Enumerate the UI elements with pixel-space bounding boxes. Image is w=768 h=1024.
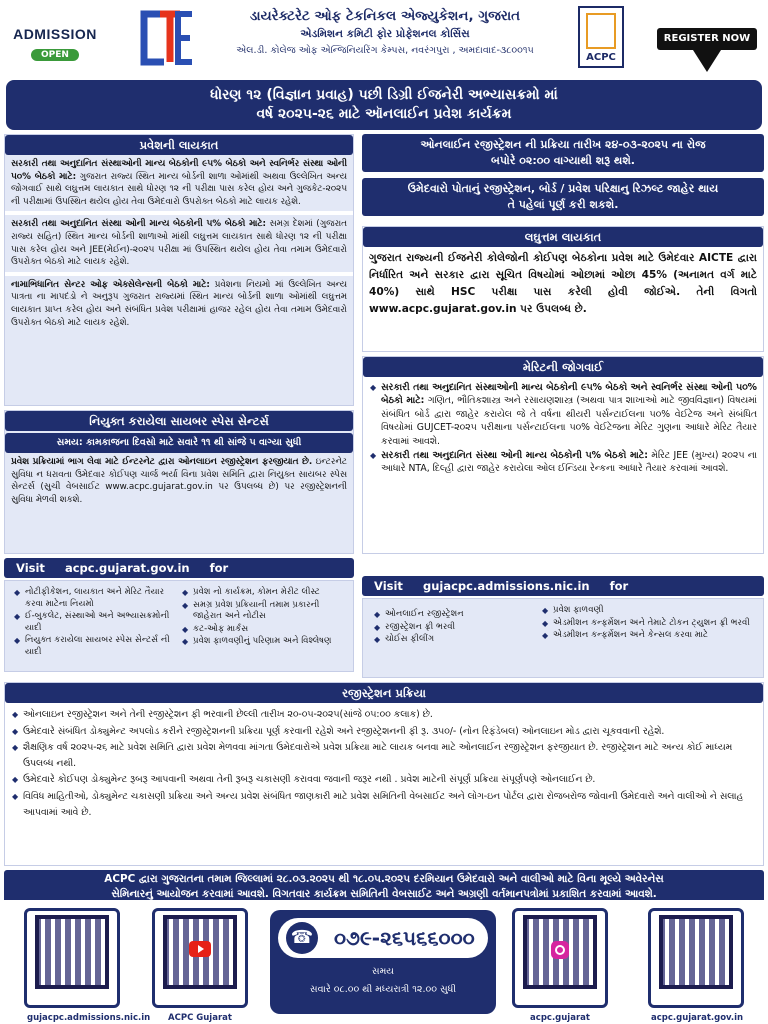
merit-item-2-text: મેરિટ JEE (મુખ્ય) ૨૦૨૫ ના આધારે NTA, દિલ્હી દ્વારા જાહેર કરાયેલા ઓલ ઈન્ડિયા રેન્કના આધારે તૈયાર કરવામાં આવશે. xyxy=(381,450,757,475)
org-address: એલ.ડી. કોલેજ ઓફ એન્જિનિયરિંગ કેમ્પસ, નવરંગપુરા , અમદાવાદ-૩૮૦૦૧૫ xyxy=(236,45,534,56)
cyber-centers-section xyxy=(4,410,354,554)
merit-item-2-heading: સરકારી તથા અનુદાનિત સંસ્થા ઓની માન્ય બેઠકોની ૫% બેઠકો માટે: xyxy=(381,450,648,462)
helpline-timing: સવારે ૦૮.૦૦ થી મધ્યરાત્રી ૧૨.૦૦ સુધી xyxy=(309,984,457,995)
visit-acpc-item: ◆ નોટીફીકેશન, લાયકાત અને મેરિટ તૈયાર કરવા માટેના નિયમો xyxy=(13,587,173,610)
registration-start-line1: ઓનલાઈન રજીસ્ટ્રેશન ની પ્રક્રિયા તારીખ ૨૪-૦૩-૨૦૨૫ ના રોજ xyxy=(420,138,706,151)
merit-item-1-text: ગણિત, ભૌતિકશાસ્ત્ર અને રસાયણશાસ્ત્ર (અથવા પાત્ર શાખાઓ માટે જીવવિજ્ઞાન) વિષયમાં સંબંધિત બોર્ડ દ્વારા જાહેર કરાયેલ જે તે વર્ષના થીયરી પર્સન્ટાઈલના ૫૦% વેઈટેજ અને સંબંધિત વિષયોમાં GUJCET-૨૦૨૫ પરીક્ષાના પર્સન્ટાઈલના ૫૦% વેઈટેજના મેરિટ ગુણના આધારે મેરિટ તૈયાર કરવામાં આવશે. xyxy=(381,395,757,447)
merit-section xyxy=(362,356,764,554)
visit-acpc-item: ◆ પ્રવેશ ફાળવણીનું પરિણામ અને વિશ્લેષણ xyxy=(181,636,347,648)
visit-acpc-label: Visit xyxy=(16,561,45,575)
youtube-icon xyxy=(189,941,211,957)
visit-admissions-suffix: for xyxy=(609,579,629,593)
eligibility-para-3-heading: નામાભિધાનિત સેન્ટર ઓફ એક્સેલેન્સની બેઠકો માટે: xyxy=(11,279,210,290)
visit-admissions-col1 xyxy=(373,609,533,647)
header xyxy=(0,0,768,84)
cyber-centers-para-heading: પ્રવેશ પ્રક્રિયામાં ભાગ લેવા માટે ઈન્ટરનેટ દ્વારા ઓનલાઇન રજીસ્ટ્રેશન ફરજીયાત છે. xyxy=(11,457,313,467)
online-registration-notice xyxy=(362,134,764,220)
qr-admissions-label: gujacpc.admissions.nic.in xyxy=(27,1013,151,1023)
registration-deadline-line2: તે પહેલાં પૂર્ણ કરી શકશે. xyxy=(507,198,619,211)
acpc-logo xyxy=(578,6,624,68)
visit-admissions-link[interactable]: gujacpc.admissions.nic.in xyxy=(422,579,590,593)
helpline-phone-number: ૦૭૯-૨૬૫૬૬૦૦૦ xyxy=(334,926,475,950)
visit-admissions-list xyxy=(362,598,764,678)
qr-youtube-card[interactable] xyxy=(152,908,248,1023)
admission-logo-word: ADMISSION xyxy=(13,26,97,42)
eligibility-section xyxy=(4,134,354,406)
register-now-button[interactable]: REGISTER NOW xyxy=(657,28,757,50)
qr-youtube-label: ACPC Gujarat xyxy=(168,1013,232,1023)
visit-acpc-suffix: for xyxy=(209,561,229,575)
merit-item-1-heading: સરકારી તથા અનુદાનિત સંસ્થાઓની માન્ય બેઠકોની ૯૫% બેઠકો અને સ્વનિર્ભર સંસ્થા ઓની ૫૦% બેઠકો માટે: xyxy=(381,382,757,407)
registration-start-notice xyxy=(362,134,764,172)
visit-acpc-item: ◆ કટ-ઓફ માર્કસ xyxy=(181,624,347,636)
visit-acpc-col1 xyxy=(13,587,173,659)
registration-deadline-notice xyxy=(362,178,764,216)
merit-list xyxy=(363,377,763,481)
cte-logo xyxy=(140,8,196,68)
visit-acpc-list xyxy=(4,580,354,672)
registration-title: રજીસ્ટ્રેશન પ્રક્રિયા xyxy=(5,683,763,703)
page-title-line1: ધોરણ ૧૨ (વિજ્ઞાન પ્રવાહ) પછી ડિગ્રી ઈજનેરી અભ્યાસક્રમો માં xyxy=(210,87,558,103)
eligibility-para-1-heading: સરકારી તથા અનુદાનિત સંસ્થાઓની માન્ય બેઠકોની ૯૫% બેઠકો અને સ્વનિર્ભર સંસ્થા ઓની ૫૦% બેઠકો માટે: xyxy=(11,159,347,182)
cyber-centers-para xyxy=(5,453,353,509)
visit-acpc-item: ◆ સમગ્ર પ્રવેશ પ્રક્રિયાની તમામ પ્રકારની જાહેરાત અને નોટીસ xyxy=(181,600,347,623)
visit-admissions-item: ◆ પ્રવેશ ફાળવણી xyxy=(541,605,757,617)
eligibility-para-2 xyxy=(5,215,353,271)
registration-item: ◆ વિવિધ માહિતીઓ, ડોક્યુમેન્ટ ચકાસણી પ્રક્રિયા અને અન્ય પ્રવેશ સંબંધિત જાણકારી માટે પ્રવેશ સમિતિની વેબસાઈટ અને લોગ-ઇન પોર્ટલ દ્વારા રોજબરોજ જોવાની ઉમેદવારો અને વાલીઓ ને સલાહ આપવામાં આવે છે. xyxy=(11,789,757,820)
visit-admissions-item: ◆ ચોઈસ ફીલીંગ xyxy=(373,634,533,646)
eligibility-para-1-text: ગુજરાત રાજ્ય સ્થિત માન્ય બોર્ડની શાળા ઓમાંથી અથવા ઉલ્લેખિત અન્ય જોગવાઈ સાથે લઘુત્તમ લાયકાત સાથે ધોરણ ૧૨ ની પરીક્ષા પાસ કરેલ હોય અને ગુજકેટ-૨૦૨૫ ની પરીક્ષામાં ઉપસ્થિત થયેલ હોય તેવા ઉમેદવારો ઉપરોક્ત બેઠકો માટે લાયક રહેશે. xyxy=(11,171,347,207)
visit-acpc-bar xyxy=(4,558,354,578)
min-qualification-section xyxy=(362,226,764,352)
visit-admissions-item: ◆ એડમીશન કન્ફર્મેશન અને તેમાટે ટોકન ટ્યુશન ફ્રી ભરવી xyxy=(541,618,757,630)
registration-list xyxy=(5,703,763,825)
eligibility-para-1 xyxy=(5,155,353,211)
visit-admissions-label: Visit xyxy=(374,579,403,593)
visit-acpc-item: ◆ ઈ-બુકલેટ, સંસ્થાઓ અને અભ્યાસક્રમોની યાદી xyxy=(13,611,173,634)
eligibility-title: પ્રવેશની લાયકાત xyxy=(5,135,353,155)
merit-title: મેરિટની જોગવાઈ xyxy=(363,357,763,377)
eligibility-para-2-text: સમગ્ર દેશમાં (ગુજરાત રાજ્ય સહિત) સ્થિત માન્ય બોર્ડની શાળાઓ માંથી લઘુત્તમ લાયકાત સાથે ધોરણ ૧૨ ની પરીક્ષા પાસ કરેલ હોય અને JEE(મેઈન)-૨૦૨૫ પરીક્ષા માં ઉપસ્થિત થયેલ હોય તેવા તમામ ઉમેદવારો ઉપરોક્ત બેઠકો માટે લાયક રહેશે. xyxy=(11,219,347,268)
registration-start-line2: બપોરે ૦૨:૦૦ વાગ્યાથી શરૂ થશે. xyxy=(491,154,635,167)
admission-open-logo xyxy=(6,26,104,74)
visit-acpc-item: ◆ નિયુક્ત કરાયેલા સાયબર સ્પેસ સેન્ટર્સ ની યાદી xyxy=(13,635,173,658)
min-qualification-text: ગુજરાત રાજ્યની ઈજનેરી કોલેજોની કોઈપણ બેઠકોના પ્રવેશ માટે ઉમેદવાર AICTE દ્વારા નિર્ધારિત અને સરકાર દ્વારા સૂચિત વિષયોમાં ઓછામાં ઓછા 45% (અનામત વર્ગ માટે 40%) સાથે HSC પરીક્ષા પાસ કરેલી હોવી જોઈએ. તેની વિગતો www.acpc.gujarat.gov.in પર ઉપલબ્ધ છે. xyxy=(369,252,757,315)
acpc-logo-text: ACPC xyxy=(586,52,616,63)
min-qualification-title: લઘુત્તમ લાયકાત xyxy=(363,227,763,247)
eligibility-para-2-heading: સરકારી તથા અનુદાનિત સંસ્થા ઓની માન્ય બેઠકોની ૫% બેઠકો માટે: xyxy=(11,219,267,230)
visit-admissions-item: ◆ એડમીશન કન્ફર્મેશન અને કેન્સલ કરવા માટે xyxy=(541,630,757,642)
cyber-centers-para-text: ઇન્ટરનેટ સુવિધા ન ધરાવતા ઉમેદવાર કોઈપણ ચાર્જ ભર્યા વિના પ્રવેશ સમિતિ દ્વારા નિયુક્ત સાયબર સ્પેસ સેન્ટર્સ (સુચી વેબસાઈટ www.acpc.gujarat.gov.in પર ઉપલબ્ધ છે) પર રજીસ્ટ્રેશનની સુવિધા મેળવી શકશે. xyxy=(11,457,347,505)
qr-website-label: acpc.gujarat.gov.in xyxy=(651,1013,744,1023)
helpline-phone[interactable] xyxy=(278,918,488,958)
visit-admissions-item: ◆ ઓનલાઈન રજીસ્ટ્રેશન xyxy=(373,609,533,621)
admission-logo-tag: OPEN xyxy=(31,49,79,61)
eligibility-para-3 xyxy=(5,276,353,332)
cyber-centers-time: સમય: કામકાજના દિવસો માટે સવારે ૧૧ થી સાંજે ૫ વાગ્યા સુધી xyxy=(5,433,353,453)
registration-item: ◆ ઉમેદવારે કોઈપણ ડોક્યુમેન્ટ રૂબરૂ આપવાની અથવા તેની રૂબરૂ ચકાસણી કરાવવા જવાની જરૂર નથી . પ્રવેશ માટેની સંપૂર્ણ પ્રક્રિયા સંપૂર્ણપણે ઓનલાઈન છે. xyxy=(11,772,757,788)
visit-admissions-col2 xyxy=(541,605,757,643)
registration-deadline-line1: ઉમેદવારો પોતાનું રજીસ્ટ્રેશન, બોર્ડ / પ્રવેશ પરિક્ષાનુ રિઝલ્ટ જાહેર થાય xyxy=(407,182,719,195)
registration-item: ◆ શૈક્ષણિક વર્ષ ૨૦૨૫-૨૬ માટે પ્રવેશ સમિતિ દ્વારા પ્રવેશ મેળવવા માંગતા ઉમેદવારોએ પ્રવેશ પ્રક્રિયા માટે લાયક બનવા માટે ઓનલાઈન રજીસ્ટ્રેશન ફરજીયાત છે. રજીસ્ટ્રેશન માટે અન્ય કોઈ માધ્યમ ઉપલબ્ધ નથી. xyxy=(11,740,757,771)
seminar-line2: સેમિનારનું આયોજન કરવામાં આવશે. વિગતવાર કાર્યક્રમ સમિતિની વેબસાઈટ અને અગ્રણી વર્તમાનપત્રોમાં પ્રકાશિત કરવામાં આવશે. xyxy=(111,888,657,900)
registration-item: ◆ ઉમેદવારે સંબંધિત ડોક્યુમેન્ટ અપલોડ કરીને રજીસ્ટ્રેશનની પ્રક્રિયા પૂર્ણ કરવાની રહેશે અને રજીસ્ટ્રેશનની ફી રૂ. ૩૫૦/- (નોન રિફંડેબલ) ઓનલાઇન મોડ દ્વારા ચૂકવવાની રહેશે. xyxy=(11,724,757,740)
org-title: ડાયરેક્ટરેટ ઓફ ટેકનિકલ એજ્યુકેશન, ગુજરાત xyxy=(249,8,521,24)
visit-acpc-item: ◆ પ્રવેશ નો કાર્યક્રમ, કોમન મેરીટ લીસ્ટ xyxy=(181,587,347,599)
seminar-notice xyxy=(4,870,764,904)
registration-item: ◆ ઓનલાઇન રજીસ્ટ્રેશન અને તેની રજીસ્ટ્રેશન ફી ભરવાની છેલ્લી તારીખ ૨૦-૦૫-૨૦૨૫(સાંજે ૦૫:૦૦ કલાક) છે. xyxy=(11,707,757,723)
page-title xyxy=(6,80,762,130)
qr-instagram-label: acpc.gujarat xyxy=(530,1013,590,1023)
merit-item-1 xyxy=(369,381,757,448)
eligibility-para-3-text: પ્રવેશના નિયમો માં ઉલ્લેખિત અન્ય પાત્રતા ના માપદંડો ને અનુરૂપ ગુજરાત રાજ્યમાં સ્થિત માન્ય બોર્ડની શાળા ઓમાંથી લઘુત્તમ લાયકાત પ્રાપ્ત કરેલ હોય અને સંબંધિત પ્રવેશ પરીક્ષામાં હાજર રહેલ હોય તેવા તમામ ઉમેદવારો ઉપરોક્ત બેઠકો માટે લાયક રહેશે. xyxy=(11,279,347,328)
visit-acpc-link[interactable]: acpc.gujarat.gov.in xyxy=(64,561,190,575)
merit-item-2 xyxy=(369,449,757,476)
phone-icon: ☎ xyxy=(286,922,318,954)
registration-section xyxy=(4,682,764,866)
visit-admissions-bar xyxy=(362,576,764,596)
seminar-line1: ACPC દ્વારા ગુજરાતના તમામ જિલ્લામાં ૨૮.૦૩.૨૦૨૫ થી ૧૮.૦૫.૨૦૨૫ દરમિયાન ઉમેદવારો અને વાલીઓ માટે વિના મૂલ્યે અવેરનેસ xyxy=(104,873,664,885)
committee-name: એડમિશન કમિટી ફોર પ્રોફેશનલ કોર્સિસ xyxy=(300,28,470,40)
visit-acpc-col2 xyxy=(181,587,347,649)
qr-admissions-card[interactable] xyxy=(24,908,151,1023)
instagram-icon xyxy=(551,941,569,959)
cyber-centers-title: નિયુક્ત કરાયેલા સાયબર સ્પેસ સેન્ટર્સ xyxy=(5,411,353,431)
visit-admissions-item: ◆ રજીસ્ટ્રેશન ફ્રી ભરવી xyxy=(373,622,533,634)
down-arrow-icon xyxy=(693,50,721,72)
qr-instagram-card[interactable] xyxy=(512,908,608,1023)
page-title-line2: વર્ષ ૨૦૨૫-૨૬ માટે ઑનલાઈન પ્રવેશ કાર્યક્રમ xyxy=(256,106,512,122)
qr-website-card[interactable] xyxy=(648,908,744,1023)
helpline-timing-label: સમય xyxy=(371,966,395,977)
